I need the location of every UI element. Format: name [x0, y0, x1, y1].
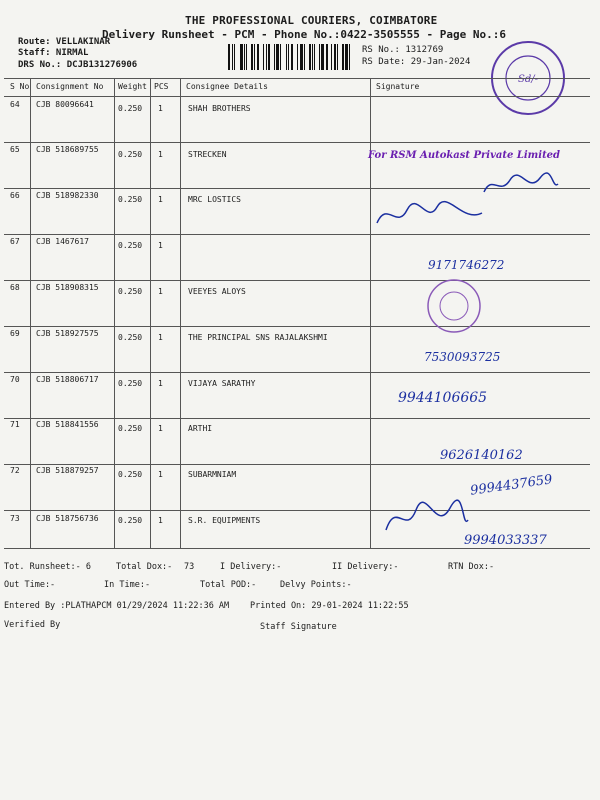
row-pcs: 1	[158, 379, 163, 388]
row-weight: 0.250	[118, 516, 143, 525]
row-consignee: S.R. EQUIPMENTS	[188, 516, 261, 525]
row-consignment: CJB 518841556	[36, 420, 99, 429]
barcode-graphic	[228, 44, 354, 70]
rs-date: RS Date: 29-Jan-2024	[362, 57, 471, 67]
row-sno: 66	[10, 191, 20, 200]
row-weight: 0.250	[118, 104, 143, 113]
row-consignment: CJB 518908315	[36, 283, 99, 292]
phone-row-70: 9944106665	[398, 390, 488, 406]
rtn-dox: RTN Dox:-	[448, 562, 495, 572]
col-consignment: Consignment No	[36, 82, 104, 91]
row-sno: 73	[10, 514, 20, 523]
row-sno: 70	[10, 375, 20, 384]
row-sno: 67	[10, 237, 20, 246]
row-weight: 0.250	[118, 195, 143, 204]
col-signature: Signature	[376, 82, 420, 91]
row-consignee: SUBARMNIAM	[188, 470, 237, 479]
row-consignment: CJB 518806717	[36, 375, 99, 384]
col-sno: S No	[10, 82, 30, 91]
staff-signature: Staff Signature	[260, 622, 337, 632]
staff-label: Staff: NIRMAL	[18, 48, 89, 58]
col-weight: Weight	[118, 82, 147, 91]
row-weight: 0.250	[118, 287, 143, 296]
row-pcs: 1	[158, 424, 163, 433]
phone-row-72: 9994437659	[469, 472, 554, 499]
row-weight: 0.250	[118, 333, 143, 342]
row-sno: 69	[10, 329, 20, 338]
row-consignee: STRECKEN	[188, 150, 227, 159]
ii-delivery: II Delivery:-	[332, 562, 399, 572]
out-time: Out Time:-	[4, 580, 56, 590]
rsm-autokast-stamp: For RSM Autokast Private Limited	[368, 150, 561, 161]
verified-by: Verified By	[4, 620, 61, 630]
col-consignee: Consignee Details	[186, 82, 268, 91]
row-consignee: THE PRINCIPAL SNS RAJALAKSHMI	[188, 333, 328, 342]
rs-number: RS No.: 1312769	[362, 45, 444, 55]
svg-text:Sd/-: Sd/-	[518, 74, 538, 85]
row-consignment: CJB 1467617	[36, 237, 89, 246]
row-pcs: 1	[158, 516, 163, 525]
row-weight: 0.250	[118, 470, 143, 479]
row-sno: 71	[10, 420, 20, 429]
row-consignment: CJB 518927575	[36, 329, 99, 338]
phone-row-71: 9626140162	[440, 448, 523, 463]
signature-scribble-icon	[372, 195, 492, 235]
printed-on: Printed On: 29-01-2024 11:22:55	[250, 601, 409, 611]
row-pcs: 1	[158, 104, 163, 113]
row-consignment: CJB 518879257	[36, 466, 99, 475]
phone-row-73: 9994033337	[464, 533, 547, 548]
row-consignee: VIJAYA SARATHY	[188, 379, 256, 388]
phone-row-69: 7530093725	[424, 350, 501, 364]
row-weight: 0.250	[118, 424, 143, 433]
row-consignment: CJB 518689755	[36, 145, 99, 154]
row-consignee: VEEYES ALOYS	[188, 287, 246, 296]
row-consignment: CJB 518756736	[36, 514, 99, 523]
drs-number: DRS No.: DCJB131276906	[18, 60, 138, 70]
row-sno: 68	[10, 283, 20, 292]
total-dox-label: Total Dox:-	[116, 562, 173, 572]
entered-by: Entered By :PLATHAPCM 01/29/2024 11:22:36 AM	[4, 601, 230, 611]
total-dox-value: 73	[184, 562, 195, 572]
row-sno: 72	[10, 466, 20, 475]
row-consignee: MRC LOSTICS	[188, 195, 241, 204]
route-label: Route: VELLAKINAR	[18, 37, 111, 47]
signature-scribble-icon	[480, 170, 560, 200]
row-pcs: 1	[158, 287, 163, 296]
phone-row-68: 9171746272	[428, 258, 505, 272]
private-company-stamp-icon	[424, 276, 484, 336]
delvy-points: Delvy Points:-	[280, 580, 352, 590]
row-pcs: 1	[158, 241, 163, 250]
signature-scribble-icon	[380, 490, 470, 550]
row-weight: 0.250	[118, 241, 143, 250]
row-sno: 65	[10, 145, 20, 154]
runsheet-title: Delivery Runsheet - PCM - Phone No.:0422-3505555 - Page No.:6	[102, 28, 506, 41]
company-name: THE PROFESSIONAL COURIERS, COIMBATORE	[185, 14, 438, 27]
row-consignee: ARTHI	[188, 424, 213, 433]
row-weight: 0.250	[118, 379, 143, 388]
total-pod: Total POD:-	[200, 580, 257, 590]
row-consignment: CJB 80096641	[36, 100, 94, 109]
row-pcs: 1	[158, 470, 163, 479]
col-pcs: PCS	[154, 82, 169, 91]
row-consignee: SHAH BROTHERS	[188, 104, 251, 113]
i-delivery: I Delivery:-	[220, 562, 282, 572]
row-sno: 64	[10, 100, 20, 109]
row-pcs: 1	[158, 333, 163, 342]
row-weight: 0.250	[118, 150, 143, 159]
total-runsheet: Tot. Runsheet:- 6	[4, 562, 91, 572]
row-pcs: 1	[158, 150, 163, 159]
in-time: In Time:-	[104, 580, 151, 590]
row-consignment: CJB 518982330	[36, 191, 99, 200]
row-pcs: 1	[158, 195, 163, 204]
